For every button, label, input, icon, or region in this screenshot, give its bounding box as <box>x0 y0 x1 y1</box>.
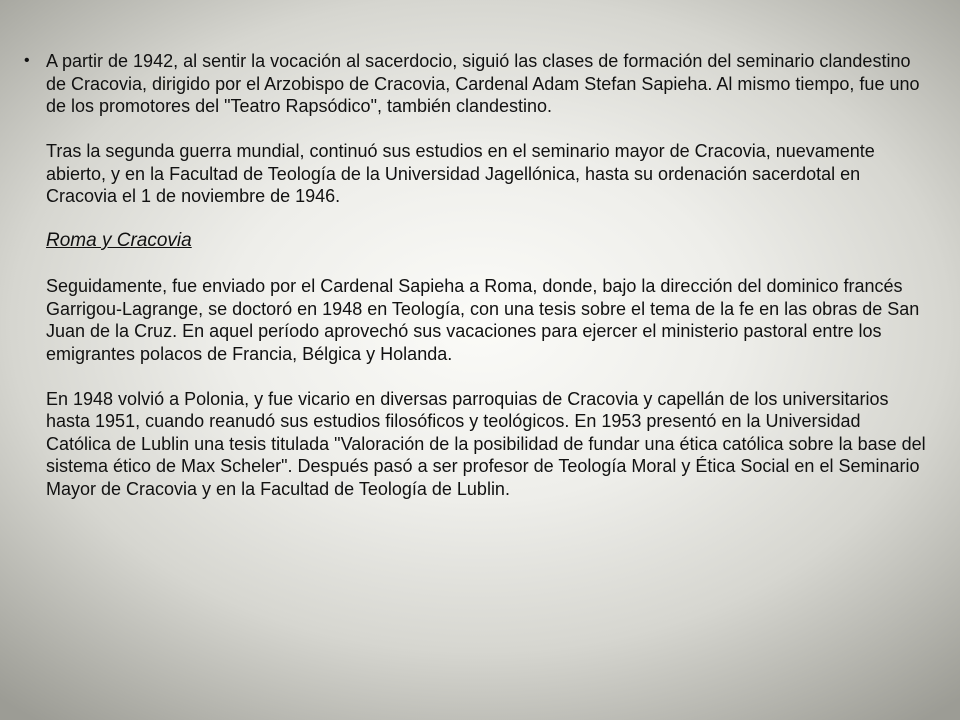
slide-body <box>46 50 926 500</box>
paragraph-gap <box>46 253 926 276</box>
bullet-marker: • <box>24 52 30 69</box>
section-heading: Roma y Cracovia <box>46 230 192 251</box>
paragraph-4: En 1948 volvió a Polonia, y fue vicario en diversas parroquias de Cracovia y capellán de los universitarios hasta 1951, cuando reanudó sus estudios filosóficos y teológicos. En 1953 presentó en la Universidad Católica de Lublin una tesis titulada "Valoración de la posibilidad de fundar una ética católica sobre la base del sistema ético de Max Scheler". Después pasó a ser profesor de Teología Moral y Ética Social en el Seminario Mayor de Cracovia y en la Facultad de Teología de Lublin. <box>46 388 926 499</box>
paragraph-2: Tras la segunda guerra mundial, continuó sus estudios en el seminario mayor de Cracovia, nuevamente abierto, y en la Facultad de Teología de la Universidad Jagellónica, hasta su ordenación sacerdotal en Cracovia el 1 de noviembre de 1946. <box>46 141 875 206</box>
paragraph-gap <box>46 208 926 231</box>
paragraph-3: Seguidamente, fue enviado por el Cardenal Sapieha a Roma, donde, bajo la dirección del dominico francés Garrigou-Lagrange, se doctoró en 1948 en Teología, con una tesis sobre el tema de la fe en las obras de San Juan de la Cruz. En aquel período aprovechó sus vacaciones para ejercer el ministerio pastoral entre los emigrantes polacos de Francia, Bélgica y Holanda. <box>46 276 920 364</box>
paragraph-1: A partir de 1942, al sentir la vocación al sacerdocio, siguió las clases de formación del seminario clandestino de Cracovia, dirigido por el Arzobispo de Cracovia, Cardenal Adam Stefan Sapieha. Al mismo tiempo, fue uno de los promotores del "Teatro Rapsódico", también clandestino. <box>46 51 920 116</box>
paragraph-gap <box>46 365 926 388</box>
paragraph-gap <box>46 118 926 141</box>
